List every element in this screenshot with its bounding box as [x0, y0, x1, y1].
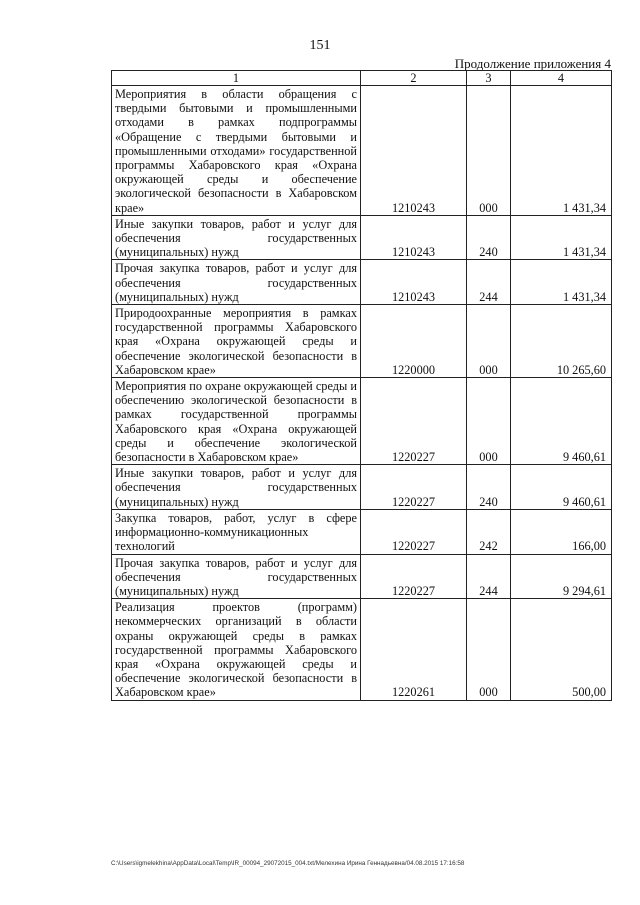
table-row — [112, 305, 612, 378]
row-amount: 1 431,34 — [511, 260, 612, 305]
table-body — [112, 86, 612, 701]
table-row — [112, 599, 612, 700]
row-code: 1220227 — [361, 465, 467, 510]
page-number: 151 — [309, 38, 331, 53]
row-type: 240 — [467, 465, 511, 510]
column-header: 4 — [511, 71, 612, 86]
row-code: 1210243 — [361, 215, 467, 260]
row-type: 244 — [467, 554, 511, 599]
row-name: Прочая закупка товаров, работ и услуг для обеспечения государственных (муниципальных) нужд — [112, 554, 361, 599]
table-row — [112, 260, 612, 305]
continuation-label: Продолжение приложения 4 — [454, 56, 611, 71]
row-name: Реализация проектов (программ) некоммерческих организаций в области охраны окружающей среды в рамках государственной программы Хабаровского края «Охрана окружающей среды и обеспечение экологической безопасности в Хабаровском крае» — [112, 599, 361, 700]
row-type: 000 — [467, 378, 511, 465]
table-row — [112, 378, 612, 465]
column-header: 3 — [467, 71, 511, 86]
row-name: Закупка товаров, работ, услуг в сфере информационно-коммуникационных технологий — [112, 509, 361, 554]
row-code: 1220261 — [361, 599, 467, 700]
row-amount: 10 265,60 — [511, 305, 612, 378]
row-name: Мероприятия в области обращения с твердыми бытовыми и промышленными отходами в рамках подпрограммы «Обращение с твердыми бытовыми и промышленными отходами» государственной программы Хабаровского края «Охрана окружающей среды и обеспечение экологической безопасности в Хабаровском крае» — [112, 86, 361, 216]
row-name: Иные закупки товаров, работ и услуг для обеспечения государственных (муниципальных) нужд — [112, 215, 361, 260]
row-code: 1220000 — [361, 305, 467, 378]
row-type: 000 — [467, 599, 511, 700]
row-code: 1220227 — [361, 509, 467, 554]
table-row — [112, 554, 612, 599]
row-name: Иные закупки товаров, работ и услуг для обеспечения государственных (муниципальных) нужд — [112, 465, 361, 510]
row-amount: 9 294,61 — [511, 554, 612, 599]
row-amount: 166,00 — [511, 509, 612, 554]
footer-path: C:\Users\igmelekhina\AppData\Local\Temp\IR_00094_29072015_004.txt/Мелехина Ирина Геннадьевна/04.08.2015 17:16:58 — [111, 860, 465, 867]
row-code: 1220227 — [361, 378, 467, 465]
table-header-row — [112, 71, 612, 86]
row-amount: 9 460,61 — [511, 465, 612, 510]
table-row — [112, 509, 612, 554]
row-name: Прочая закупка товаров, работ и услуг для обеспечения государственных (муниципальных) нужд — [112, 260, 361, 305]
row-type: 240 — [467, 215, 511, 260]
row-name: Мероприятия по охране окружающей среды и обеспечению экологической безопасности в рамках государственной программы Хабаровского края «Охрана окружающей среды и обеспечение экологической безопасности в Хабаровском крае» — [112, 378, 361, 465]
row-type: 000 — [467, 305, 511, 378]
table-row — [112, 215, 612, 260]
row-name: Природоохранные мероприятия в рамках государственной программы Хабаровского края «Охрана окружающей среды и обеспечение экологической безопасности в Хабаровском крае» — [112, 305, 361, 378]
table-row — [112, 465, 612, 510]
row-amount: 1 431,34 — [511, 215, 612, 260]
row-code: 1220227 — [361, 554, 467, 599]
column-header: 2 — [361, 71, 467, 86]
row-type: 242 — [467, 509, 511, 554]
row-type: 000 — [467, 86, 511, 216]
row-amount: 1 431,34 — [511, 86, 612, 216]
row-amount: 500,00 — [511, 599, 612, 700]
column-header: 1 — [112, 71, 361, 86]
row-code: 1210243 — [361, 86, 467, 216]
row-amount: 9 460,61 — [511, 378, 612, 465]
row-type: 244 — [467, 260, 511, 305]
budget-table — [111, 70, 612, 701]
table-row — [112, 86, 612, 216]
row-code: 1210243 — [361, 260, 467, 305]
